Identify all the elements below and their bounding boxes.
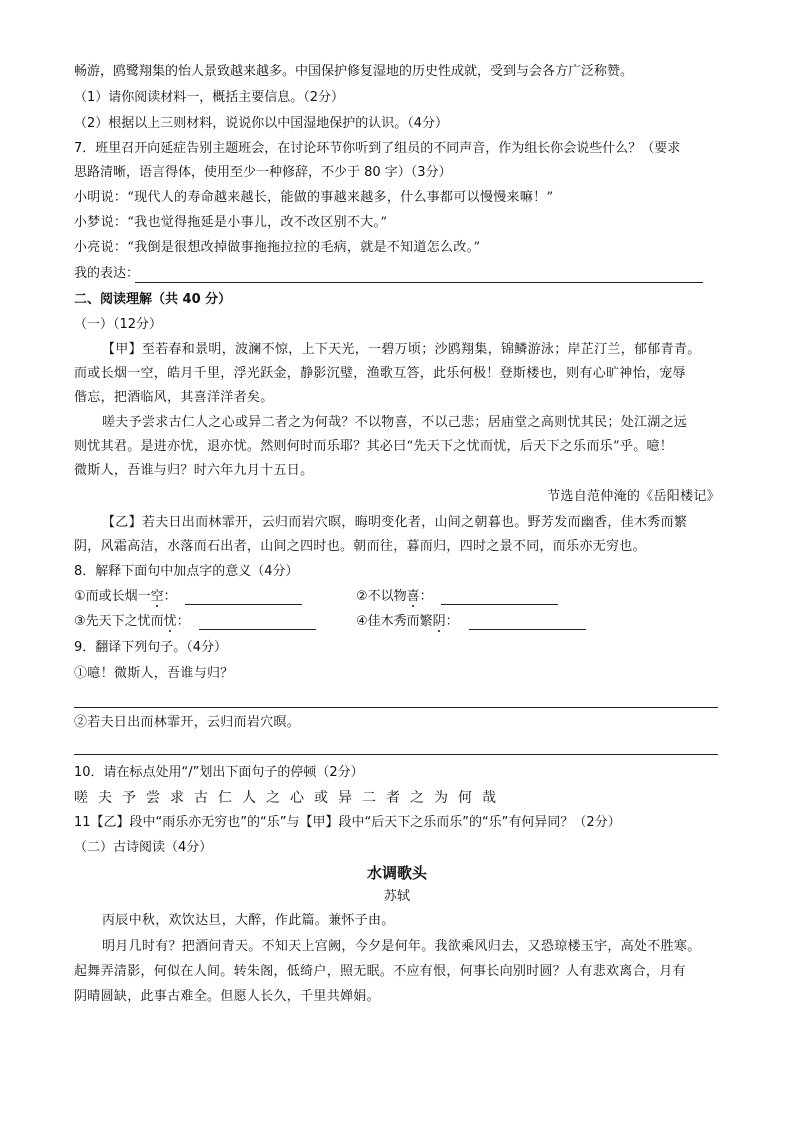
- poem-author: 苏轼: [383, 889, 411, 904]
- question-8-item-1-answer[interactable]: [185, 604, 302, 605]
- passage-jia-line-2: 而或长烟一空，皓月千里，浮光跃金，静影沉璧，渔歌互答，此乐何极！登斯楼也，则有心旷神怡，宠辱: [74, 366, 686, 381]
- q8-item3-dotted-char: 忧: [163, 614, 177, 629]
- my-expression-label: 我的表达：: [74, 266, 140, 281]
- q8-item1-dotted-char: 空: [150, 589, 164, 604]
- question-9-sentence-1: ①噫！微斯人，吾谁与归？: [74, 666, 234, 681]
- q8-item2-prefix: ②不以物: [356, 589, 407, 604]
- q8-item4-colon: ：: [445, 614, 459, 629]
- q8-item4-dotted-char: 阴: [432, 614, 446, 629]
- question-8-item-1: [74, 587, 177, 607]
- question-8-item-2-answer[interactable]: [441, 604, 558, 605]
- poem-line-1: 明月几时有？把酒问青天。不知天上宫阙，今夕是何年。我欲乘风归去，又恐琼楼玉宇，高处不胜寒。: [102, 939, 701, 954]
- question-11: 11【乙】段中“雨乐亦无穷也”的“乐”与【甲】段中“后天下之乐而乐”的“乐”有何异同？（2分）: [74, 815, 621, 830]
- poem-title: 水调歌头: [366, 864, 427, 882]
- xiaomeng-quote: 小梦说：“我也觉得拖延是小事儿，改不改区别不大。”: [74, 215, 388, 230]
- passage-jia-line-6: 微斯人，吾谁与归？时六年九月十五日。: [74, 463, 314, 478]
- q8-item3-prefix: ③先天下之忧而: [74, 614, 164, 629]
- question-10-sentence[interactable]: 嗟夫予尝求古仁人之心或异二者之为何哉: [74, 790, 506, 806]
- passage-jia-line-4: 嗟夫予尝求古仁人之心或异二者之为何哉？不以物喜，不以己悲；居庙堂之高则忧其民；处江湖之远: [102, 415, 688, 430]
- q8-item4-prefix: ④佳木秀而繁: [356, 614, 433, 629]
- question-9: 9．翻译下列句子。（4分）: [74, 640, 228, 655]
- question-8-item-3: [74, 612, 190, 632]
- passage-source: 节选自范仲淹的《岳阳楼记》: [547, 489, 720, 504]
- poem-preface: 丙辰中秋，欢饮达旦，大醉，作此篇。兼怀子由。: [102, 913, 395, 928]
- part-1-heading: （一）（12分）: [74, 317, 163, 332]
- question-10: 10．请在标点处用“/”划出下面句子的停顿（2分）: [74, 765, 364, 780]
- question-8: 8．解释下面句中加点字的意义（4分）: [74, 564, 299, 579]
- question-7-requirement: 思路清晰，语言得体，使用至少一种修辞，不少于 80 字）（3分）: [74, 165, 452, 180]
- question-8-item-3-answer[interactable]: [199, 629, 316, 630]
- section-2-heading: 二、阅读理解（共 40 分）: [74, 292, 232, 307]
- xiaoming-quote: 小明说：“现代人的寿命越来越长，能做的事越来越多，什么事都可以慢慢来嘛！”: [74, 190, 554, 205]
- poem-line-2: 起舞弄清影，何似在人间。转朱阁，低绮户，照无眠。不应有恨，何事长向别时圆？人有悲欢离合，月有: [74, 964, 686, 979]
- question-8-item-4-answer[interactable]: [469, 629, 586, 630]
- passage-jia-line-3: 偕忘，把酒临风，其喜洋洋者矣。: [74, 390, 274, 405]
- question-9-answer-2[interactable]: [74, 754, 718, 755]
- xiaoliang-quote: 小亮说：“我倒是很想改掉做事拖拖拉拉的毛病，就是不知道怎么改。”: [74, 240, 481, 255]
- q8-item1-colon: ：: [163, 589, 177, 604]
- material-text-line: 畅游，鸥鹭翔集的怡人景致越来越多。中国保护修复湿地的历史性成就，受到与会各方广泛称赞。: [74, 64, 634, 79]
- part-2-heading: （二）古诗阅读（4分）: [74, 840, 213, 855]
- q8-item3-colon: ：: [176, 614, 190, 629]
- passage-yi-line-2: 阴，风霜高洁，水落而石出者，山间之四时也。朝而往，暮而归，四时之景不同，而乐亦无穷也。: [74, 539, 646, 554]
- passage-yi-line-1: 【乙】若夫日出而林霏开，云归而岩穴暝，晦明变化者，山间之朝暮也。野芳发而幽香，佳木秀而繁: [102, 515, 688, 530]
- question-9-sentence-2: ②若夫日出而林霏开，云归而岩穴暝。: [74, 715, 301, 730]
- q8-item2-colon: ：: [419, 589, 433, 604]
- question-8-item-2: [356, 587, 433, 607]
- q8-item2-dotted-char: 喜: [406, 589, 420, 604]
- q8-item1-prefix: ①而或长烟一: [74, 589, 151, 604]
- question-7-2: （2）根据以上三则材料，说说你以中国湿地保护的认识。（4分）: [74, 116, 449, 131]
- my-expression-answer-line[interactable]: [135, 282, 703, 283]
- question-8-item-4: [356, 612, 459, 632]
- question-7-1: （1）请你阅读材料一，概括主要信息。（2分）: [74, 90, 345, 105]
- passage-jia-line-5: 则忧其君。是进亦忧，退亦忧。然则何时而乐耶？其必曰“先天下之忧而忧，后天下之乐而乐”乎。噫！: [74, 439, 674, 454]
- question-9-answer-1[interactable]: [74, 707, 718, 708]
- question-7-prompt: 7．班里召开向延症告别主题班会，在讨论环节你听到了组员的不同声音，作为组长你会说些什么？（要求: [74, 141, 681, 156]
- poem-line-3: 阴晴圆缺，此事古难全。但愿人长久，千里共婵娟。: [74, 989, 380, 1004]
- passage-jia-line-1: 【甲】至若春和景明，波澜不惊，上下天光，一碧万顷；沙鸥翔集，锦鳞游泳；岸芷汀兰，郁郁青青。: [102, 342, 701, 357]
